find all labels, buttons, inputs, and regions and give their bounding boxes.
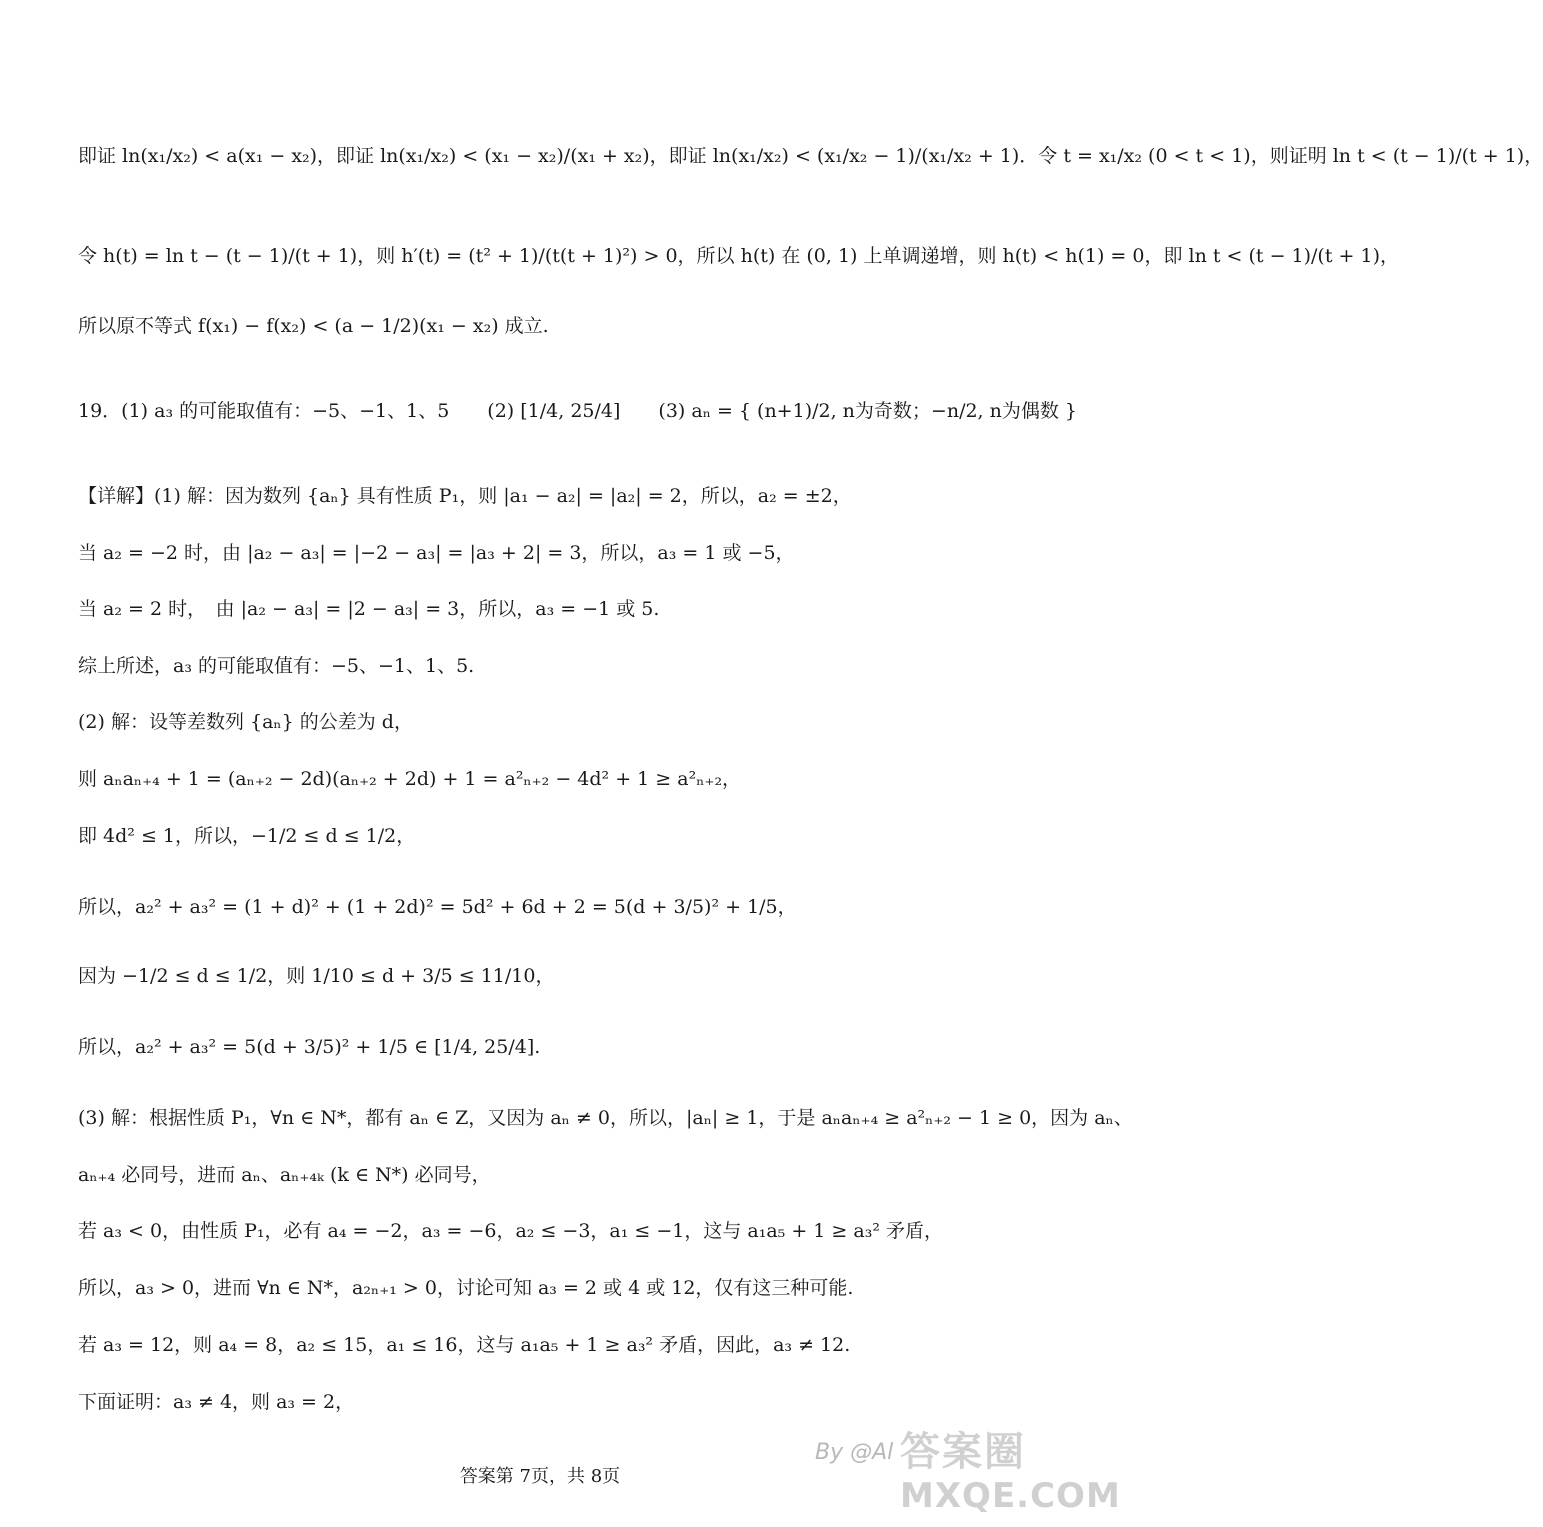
text-line: 当 a₂ = 2 时， 由 |a₂ − a₃| = |2 − a₃| = 3，所以，a₃ = −1 或 5. xyxy=(78,598,660,620)
text-line: aₙ₊₄ 必同号，进而 aₙ、aₙ₊₄ₖ (k ∈ N*) 必同号， xyxy=(78,1164,491,1186)
text-line: (3) 解：根据性质 P₁，∀n ∈ N*，都有 aₙ ∈ Z，又因为 aₙ ≠ 0，所以，|aₙ| ≥ 1，于是 aₙaₙ₊₄ ≥ a²ₙ₊₂ − 1 ≥ 0，因为 aₙ、 xyxy=(78,1107,1133,1129)
watermark-logo: 答案圈 xyxy=(900,1429,1026,1475)
text-line: 若 a₃ < 0，由性质 P₁，必有 a₄ = −2，a₃ = −6，a₂ ≤ −3，a₁ ≤ −1，这与 a₁a₅ + 1 ≥ a₃² 矛盾， xyxy=(78,1220,943,1242)
answer-line: 19．(1) a₃ 的可能取值有：−5、−1、1、5 (2) [1/4, 25/4] (3) aₙ = { (n+1)/2, n为奇数；−n/2, n为偶数 } xyxy=(78,400,1078,422)
text-line: 所以原不等式 f(x₁) − f(x₂) < (a − 1/2)(x₁ − x₂) 成立. xyxy=(78,315,549,337)
text-line: 因为 −1/2 ≤ d ≤ 1/2，则 1/10 ≤ d + 3/5 ≤ 11/10， xyxy=(78,965,555,987)
text-line: 综上所述，a₃ 的可能取值有：−5、−1、1、5. xyxy=(78,655,475,677)
text-line: 所以，a₂² + a₃² = (1 + d)² + (1 + 2d)² = 5d² + 6d + 2 = 5(d + 3/5)² + 1/5， xyxy=(78,896,797,918)
text-line: 令 h(t) = ln t − (t − 1)/(t + 1)，则 h′(t) = (t² + 1)/(t(t + 1)²) > 0，所以 h(t) 在 (0, 1) 上单调递增，则 h(t) < h(1) = 0，即 ln t < (t − 1)/(t + 1)， xyxy=(78,245,1399,267)
text-line: (2) 解：设等差数列 {aₙ} 的公差为 d， xyxy=(78,711,413,733)
text-line: 所以，a₂² + a₃² = 5(d + 3/5)² + 1/5 ∈ [1/4, 25/4]. xyxy=(78,1036,541,1058)
page-footer: 答案第 7页，共 8页 xyxy=(459,1466,621,1487)
text-line: 所以，a₃ > 0，进而 ∀n ∈ N*，a₂ₙ₊₁ > 0，讨论可知 a₃ = 2 或 4 或 12，仅有这三种可能. xyxy=(78,1277,854,1299)
text-line: 若 a₃ = 12，则 a₄ = 8，a₂ ≤ 15，a₁ ≤ 16，这与 a₁a₅ + 1 ≥ a₃² 矛盾，因此，a₃ ≠ 12. xyxy=(78,1334,851,1356)
text-line: 当 a₂ = −2 时，由 |a₂ − a₃| = |−2 − a₃| = |a₃ + 2| = 3，所以，a₃ = 1 或 −5， xyxy=(78,542,795,564)
text-line: 下面证明：a₃ ≠ 4，则 a₃ = 2， xyxy=(78,1391,355,1413)
text-line: 【详解】(1) 解：因为数列 {aₙ} 具有性质 P₁，则 |a₁ − a₂| = |a₂| = 2，所以，a₂ = ±2， xyxy=(78,485,852,507)
watermark-signature: By @Al xyxy=(815,1440,894,1465)
text-line: 则 aₙaₙ₊₄ + 1 = (aₙ₊₂ − 2d)(aₙ₊₂ + 2d) + 1 = a²ₙ₊₂ − 4d² + 1 ≥ a²ₙ₊₂， xyxy=(78,768,742,790)
text-line: 即证 ln(x₁/x₂) < a(x₁ − x₂)，即证 ln(x₁/x₂) < (x₁ − x₂)/(x₁ + x₂)，即证 ln(x₁/x₂) < (x₁/x₂ − 1)/(x₁/x₂ + 1)．令 t = x₁/x₂ (0 < t < 1)，则证明 ln t < (t − 1)/(t + 1)， xyxy=(78,145,1543,167)
text-line: 即 4d² ≤ 1，所以，−1/2 ≤ d ≤ 1/2， xyxy=(78,825,416,847)
watermark-site: MXQE.COM xyxy=(900,1476,1121,1516)
